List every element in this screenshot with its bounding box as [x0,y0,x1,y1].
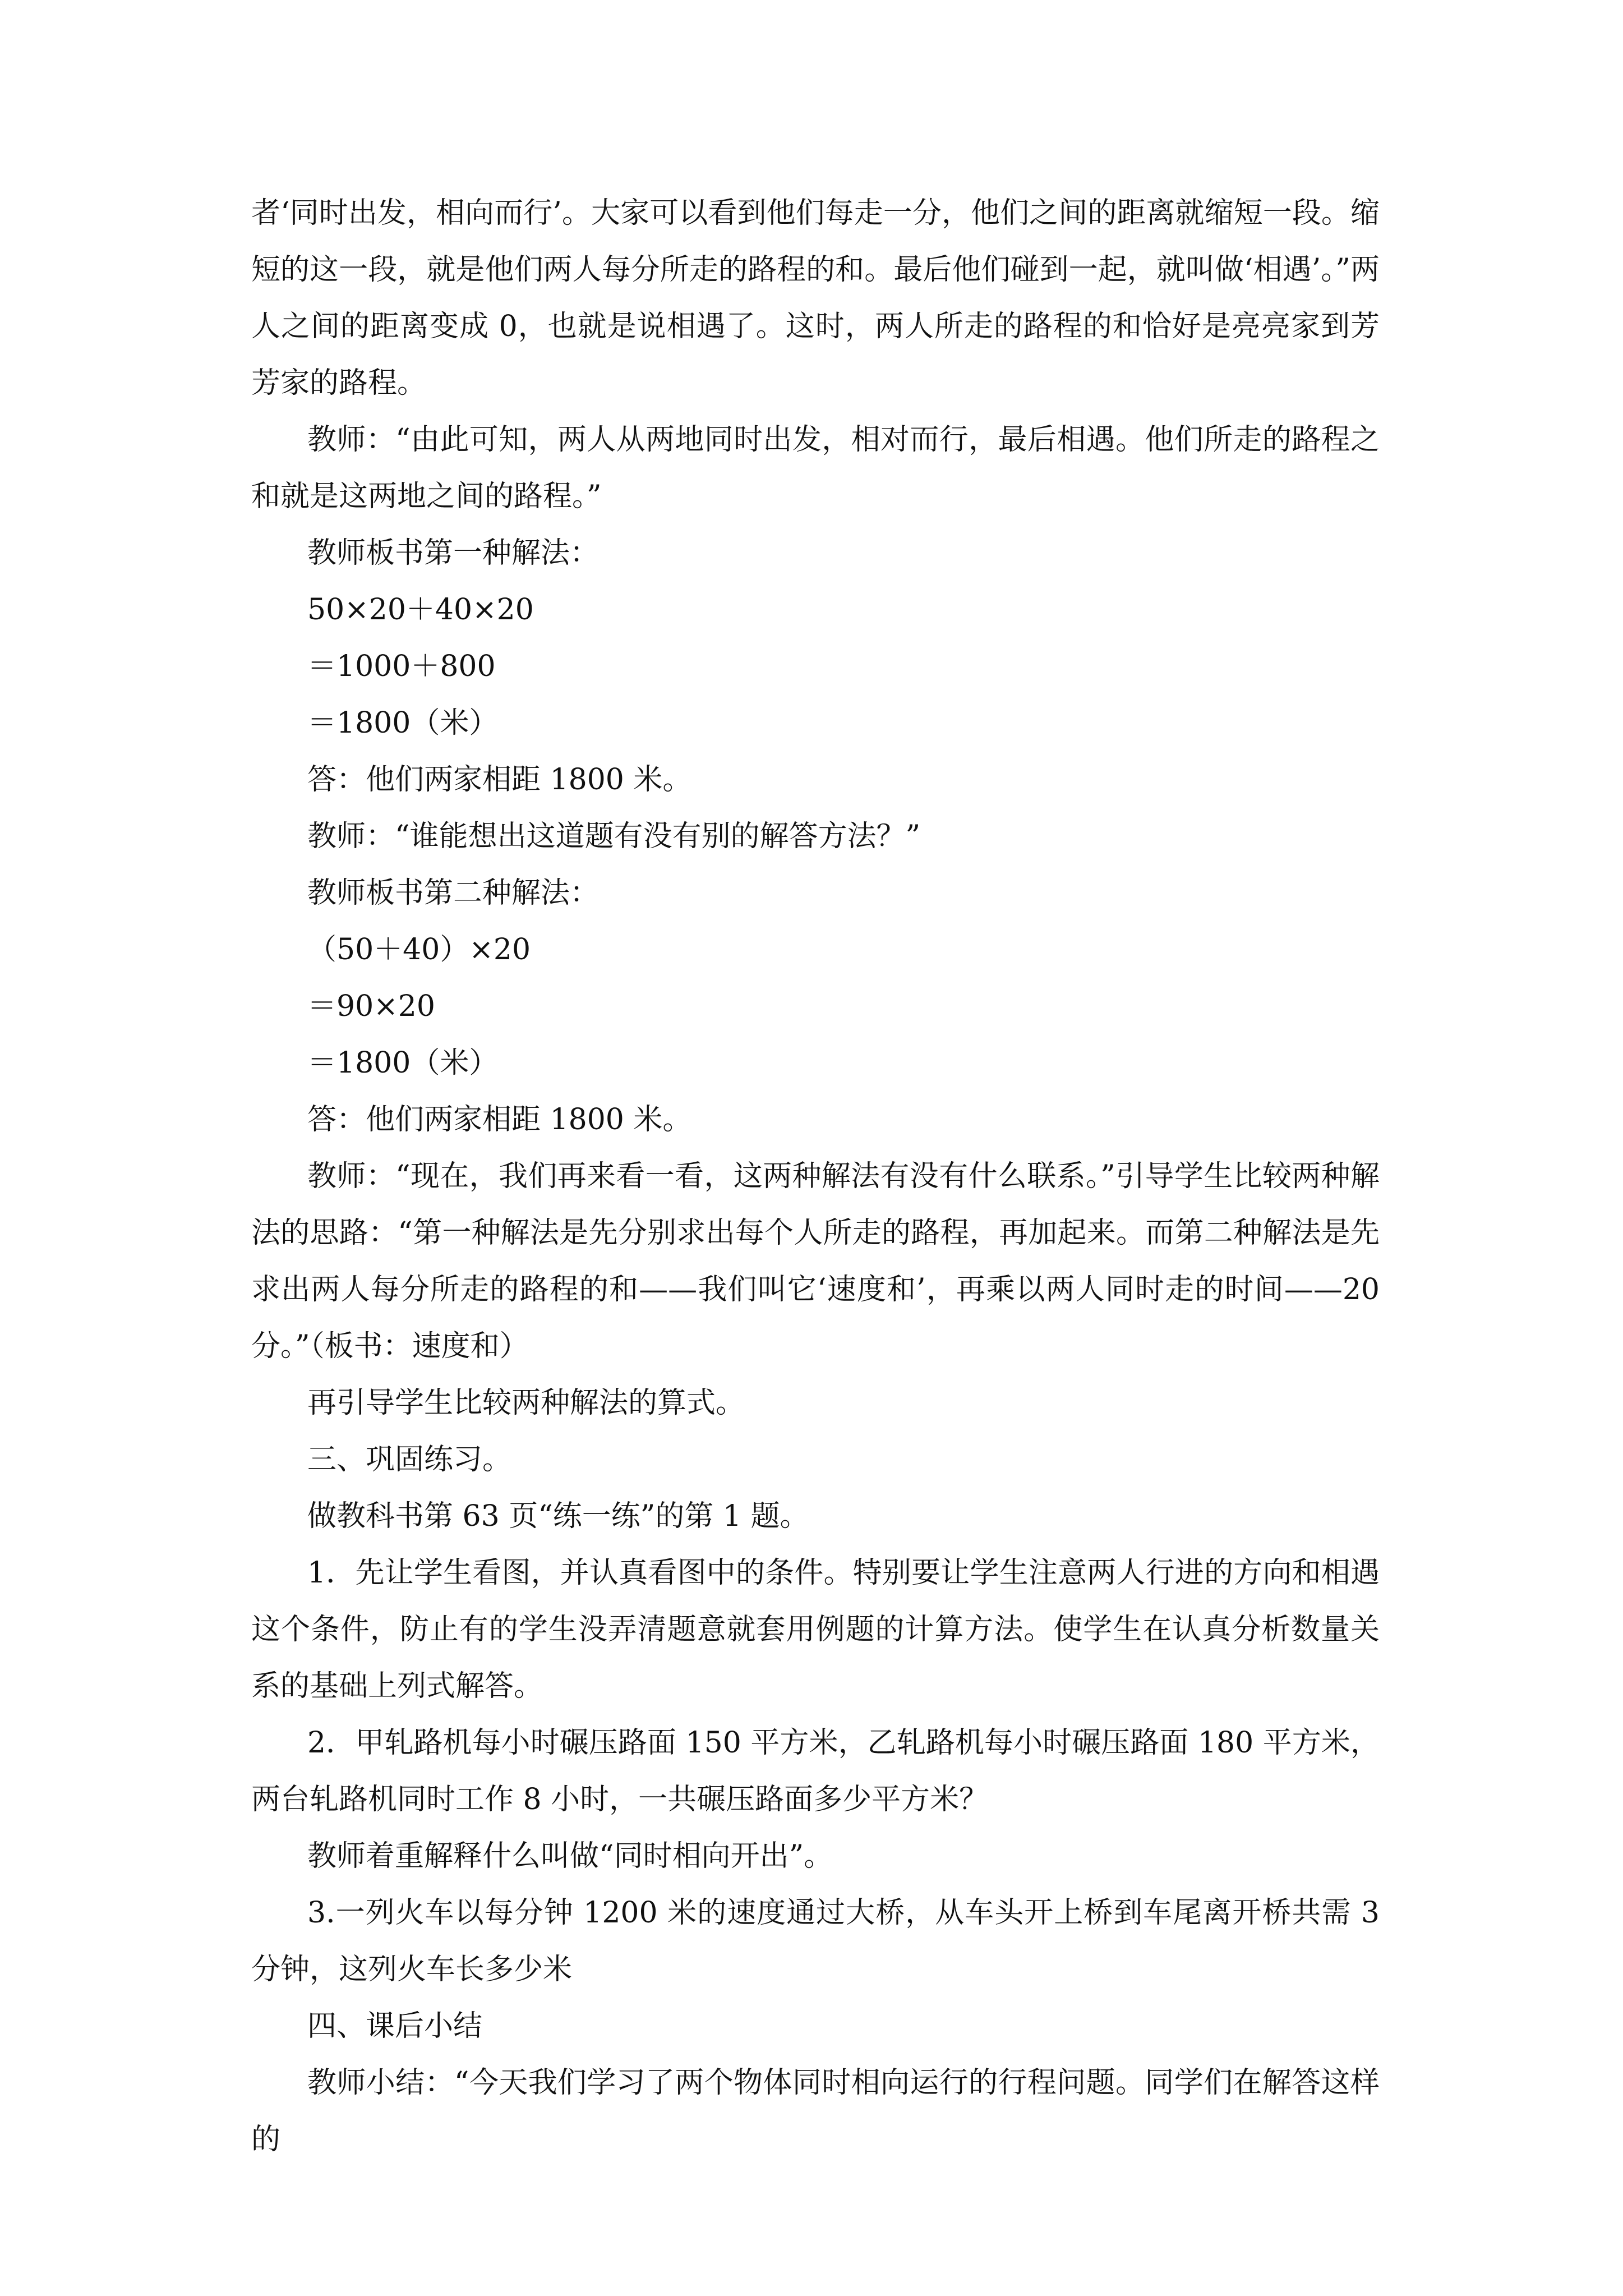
exercise-item: 1．先让学生看图，并认真看图中的条件。特别要让学生注意两人行进的方向和相遇这个条件，防止有的学生没弄清题意就套用例题的计算方法。使学生在认真分析数量关系的基础上列式解答。 [251,1556,1380,1703]
formula-line: ＝1800（米） [307,1046,499,1080]
paragraph: 再引导学生比较两种解法的算式。 [307,1386,745,1420]
paragraph: 教师：“谁能想出这道题有没有别的解答方法？” [307,820,921,853]
formula-line: 50×20＋40×20 [307,593,534,627]
paragraph: 教师板书第二种解法： [307,876,600,910]
paragraph: 教师：“现在，我们再来看一看，这两种解法有没有什么联系。”引导学生比较两种解法的思路：“第一种解法是先分别求出每个人所走的路程，再加起来。而第二种解法是先求出两人每分所走的路程的和——我们叫它‘速度和’，再乘以两人同时走的时间——20 分。”（板书：速度和） [251,1159,1380,1363]
document-body [251,185,1380,2168]
paragraph: 教师小结：“今天我们学习了两个物体同时相向运行的行程问题。同学们在解答这样的 [251,2066,1380,2156]
section-heading: 三、巩固练习。 [307,1443,512,1476]
formula-line: ＝90×20 [307,990,435,1023]
formula-line: ＝1000＋800 [307,650,496,683]
formula-line: （50＋40）×20 [307,933,531,967]
section-heading: 四、课后小结 [307,2009,483,2043]
paragraph: 教师着重解释什么叫做“同时相向开出”。 [307,1839,833,1873]
formula-line: ＝1800（米） [307,706,499,740]
answer-line: 答：他们两家相距 1800 米。 [307,763,692,797]
exercise-item: 2．甲轧路机每小时碾压路面 150 平方米，乙轧路机每小时碾压路面 180 平方米，两台轧路机同时工作 8 小时，一共碾压路面多少平方米？ [251,1726,1380,1816]
paragraph: 教师板书第一种解法： [307,536,600,570]
paragraph: 者‘同时出发，相向而行’。大家可以看到他们每走一分，他们之间的距离就缩短一段。缩短的这一段，就是他们两人每分所走的路程的和。最后他们碰到一起，就叫做‘相遇’。”两人之间的距离变成 0，也就是说相遇了。这时，两人所走的路程的和恰好是亮亮家到芳芳家的路程。 [251,196,1380,400]
paragraph: 教师：“由此可知，两人从两地同时出发，相对而行，最后相遇。他们所走的路程之和就是这两地之间的路程。” [251,423,1380,513]
paragraph: 做教科书第 63 页“练一练”的第 1 题。 [307,1499,809,1533]
answer-line: 答：他们两家相距 1800 米。 [307,1103,692,1137]
exercise-item: 3.一列火车以每分钟 1200 米的速度通过大桥，从车头开上桥到车尾离开桥共需 3 分钟，这列火车长多少米 [251,1896,1380,1986]
